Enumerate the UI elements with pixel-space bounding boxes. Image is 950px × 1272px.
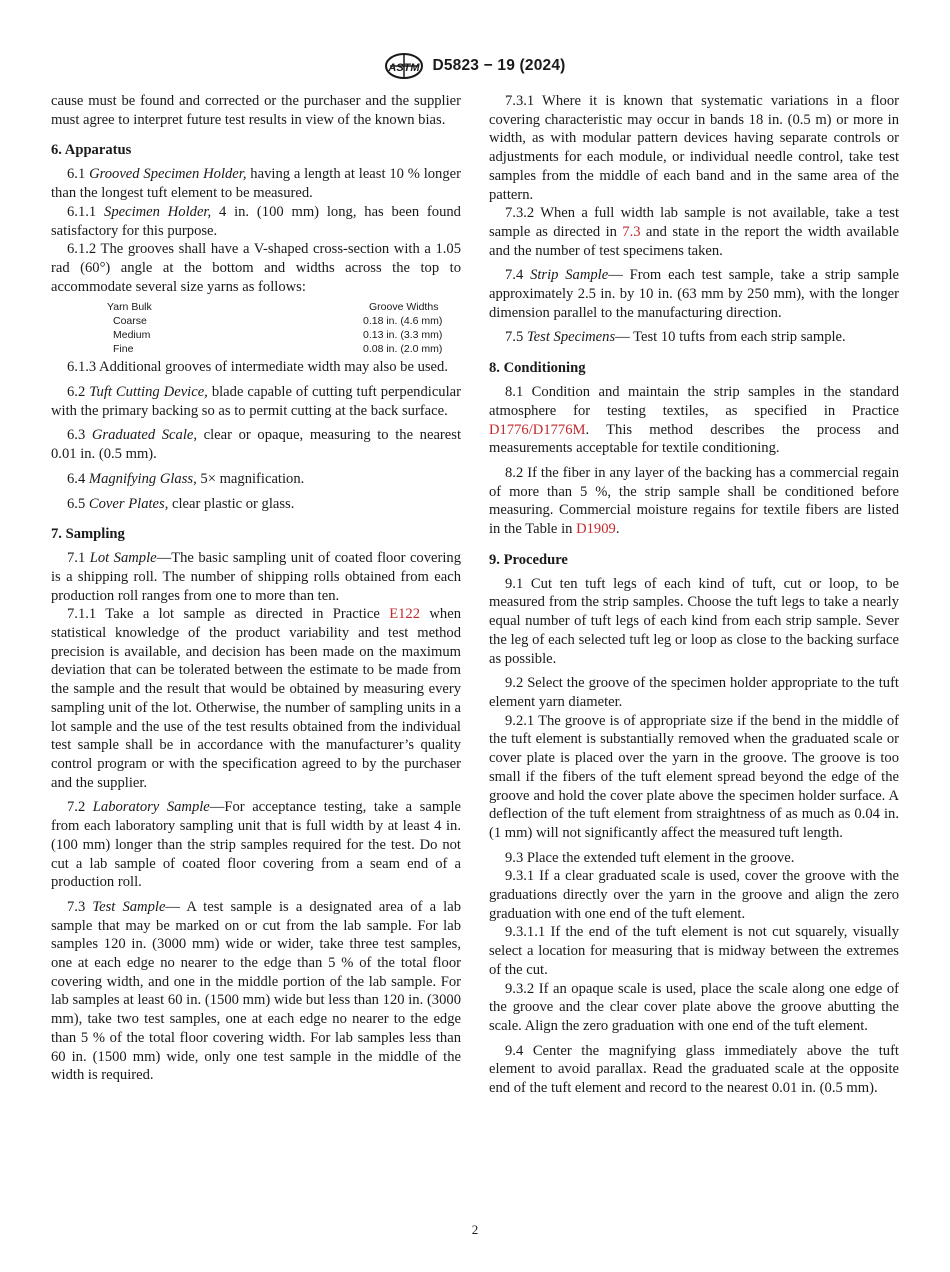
table-cell-width: 0.08 in. (2.0 mm) [363,343,443,356]
link-e122[interactable]: E122 [389,606,420,623]
astm-logo-icon [384,52,424,80]
table-header-row [51,300,461,314]
paragraph-8-2: 8.2 If the fiber in any layer of the backing has a commercial regain of more than 5 %, the strip sample shall be conditioned before measuring. Commercial moisture regains for textile fibers are listed in the Table in D1909. [489,464,899,538]
table-cell-width: 0.13 in. (3.3 mm) [363,329,443,342]
paragraph-9-3-1: 9.3.1 If a clear graduated scale is used, cover the groove with the graduations directly over the yarn in the groove and align the zero graduation with one end of the tuft element. [489,868,899,922]
table-header-yarn-bulk: Yarn Bulk [107,301,152,314]
section-heading-sampling: 7. Sampling [51,526,125,543]
paragraph-9-4: 9.4 Center the magnifying glass immediately above the tuft element to avoid parallax. Read the graduated scale at the opposite end of the tuft element and record to the nearest 0.01 in. (0.5 mm). [489,1042,899,1097]
table-row [51,314,461,328]
groove-width-table [51,300,461,356]
paragraph-9-3: 9.3 Place the extended tuft element in the groove. [505,849,795,866]
paragraph-6-1: 6.1 Grooved Specimen Holder, having a length at least 10 % longer than the longest tuft element to be measured. [51,166,461,202]
paragraph-9-3-2: 9.3.2 If an opaque scale is used, place the scale along one edge of the groove and the clear cover plate above the groove abutting the scale. Align the zero graduation with one end of the tuft element. [489,980,899,1034]
paragraph-7-3-2: 7.3.2 When a full width lab sample is not available, take a test sample as directed in 7.3 and state in the report the width available and the number of test specimens taken. [489,205,899,259]
paragraph-6-1-1: 6.1.1 Specimen Holder, 4 in. (100 mm) long, has been found satisfactory for this purpose. [51,203,461,239]
paragraph-6-3: 6.3 Graduated Scale, clear or opaque, measuring to the nearest 0.01 in. (0.5 mm). [51,427,461,463]
link-d1776[interactable]: D1776/D1776M [489,421,586,438]
section-heading-procedure: 9. Procedure [489,551,568,568]
section-heading-apparatus: 6. Apparatus [51,142,132,159]
paragraph-9-2: 9.2 Select the groove of the specimen holder appropriate to the tuft element yarn diameter. [489,675,899,710]
table-cell-width: 0.18 in. (4.6 mm) [363,315,443,328]
paragraph-9-2-1: 9.2.1 The groove is of appropriate size if the bend in the middle of the tuft element is substantially removed when the graduated scale or cover plate is placed over the yarn in the groove. The groove is too small if the fibers of the tuft element spread beyond the edge of the groove and hold the cover plate above the specimen holder surface. A deflection of the tuft element from straightness of as much as 0.04 in. (1 mm) will not significantly affect the measured tuft length. [489,712,899,841]
paragraph-6-2: 6.2 Tuft Cutting Device, blade capable of cutting tuft perpendicular with the primary backing so as to permit cutting at the back surface. [51,384,461,419]
paragraph-7-2: 7.2 Laboratory Sample—For acceptance testing, take a sample from each laboratory sampling unit that is full width by at least 4 in. (100 mm) longer than the strip samples required for the test. Do not cut a lab sample of coated floor covering from a seam end of a production roll. [51,799,461,891]
page-header [0,52,950,80]
paragraph-6-4: 6.4 Magnifying Glass, 5× magnification. [67,470,305,487]
paragraph-continued: cause must be found and corrected or the purchaser and the supplier must agree to interpret future test results in view of the known bias. [51,93,461,128]
table-row [51,328,461,342]
paragraph-7-5: 7.5 Test Specimens— Test 10 tufts from each strip sample. [505,329,846,346]
paragraph-8-1: 8.1 Condition and maintain the strip samples in the standard atmosphere for testing textiles, as specified in Practice D1776/D1776M. This method describes the process and measurements acceptable for textile conditioning. [489,384,899,457]
paragraph-6-1-2: 6.1.2 The grooves shall have a V-shaped cross-section with a 1.05 rad (60°) angle at the bottom and widths across the top to accommodate several size yarns as follows: [51,241,461,295]
paragraph-7-1: 7.1 Lot Sample—The basic sampling unit of coated floor covering is a shipping roll. The number of shipping rolls obtained from each production roll ranges from one to more than ten. [51,550,462,604]
paragraph-7-3-1: 7.3.1 Where it is known that systematic variations in a floor covering characteristic may occur in bands 18 in. (0.5 m) or more in width, as with modular pattern devices having separate controls or adjustments for each module, or individual needle control, take test samples from the middle of each band and in the same area of the pattern. [489,93,899,203]
paragraph-7-1-1: 7.1.1 Take a lot sample as directed in Practice E122 when statistical knowledge of the product variability and test method precision is available, and decision has been made on the maximum deviation that can be tolerated between the estimate to be made from the sample and the result that would be obtained by measuring every sampling unit of the lot. Otherwise, the number of sampling units in a lot sample and the use of the test results obtained from the individual test sample shall be in accordance with the manufacturer’s quality control program or with the specification agreed to by the purchaser and the supplier. [51,606,461,791]
right-column [489,92,899,1098]
table-cell-bulk: Medium [113,329,151,342]
page-number: 2 [471,1222,479,1237]
paragraph-6-1-3: 6.1.3 Additional grooves of intermediate width may also be used. [67,359,448,376]
table-row [51,342,461,356]
paragraph-9-1: 9.1 Cut ten tuft legs of each kind of tuft, cut or loop, to be measured from the strip samples. Choose the tuft legs to take a nearly equal number of tuft legs of each kind from each strip sample. Sever the leg of each selected tuft leg or loop as close to the backing surface as possible. [489,575,899,667]
paragraph-7-4: 7.4 Strip Sample— From each test sample, take a strip sample approximately 2.5 in. by 10 in. (63 mm by 250 mm), with the longer dimension parallel to the manufacturing direction. [489,267,899,321]
link-7-3[interactable]: 7.3 [622,223,641,240]
left-column [51,92,461,1085]
table-cell-bulk: Fine [113,343,134,356]
table-cell-bulk: Coarse [113,315,147,328]
document-id: D5823 − 19 (2024) [432,57,566,74]
table-header-groove-widths: Groove Widths [369,301,439,314]
paragraph-9-3-1-1: 9.3.1.1 If the end of the tuft element is not cut squarely, visually select a location for measuring that is midway between the extremes of the cut. [489,924,899,978]
paragraph-7-3: 7.3 Test Sample— A test sample is a designated area of a lab sample that may be marked on or cut from the lab sample. For lab samples 120 in. (3000 mm) wide or wider, take three test samples, one at each edge no nearer to the edge than 5 % of the total floor covering width, and one in the middle portion of the lab sample. For lab samples at least 60 in. (1500 mm) wide but less than 120 in. (3000 mm), take two test samples, one at each edge no nearer to the edge than 5 % of the total floor covering width. For lab samples less than 60 in. (1500 mm) wide, only one test sample in the middle of the width is required. [51,898,461,1084]
paragraph-6-5: 6.5 Cover Plates, clear plastic or glass. [67,495,295,512]
section-heading-conditioning: 8. Conditioning [489,360,586,377]
link-d1909[interactable]: D1909 [576,521,616,538]
svg-text:ASTM: ASTM [388,62,421,74]
